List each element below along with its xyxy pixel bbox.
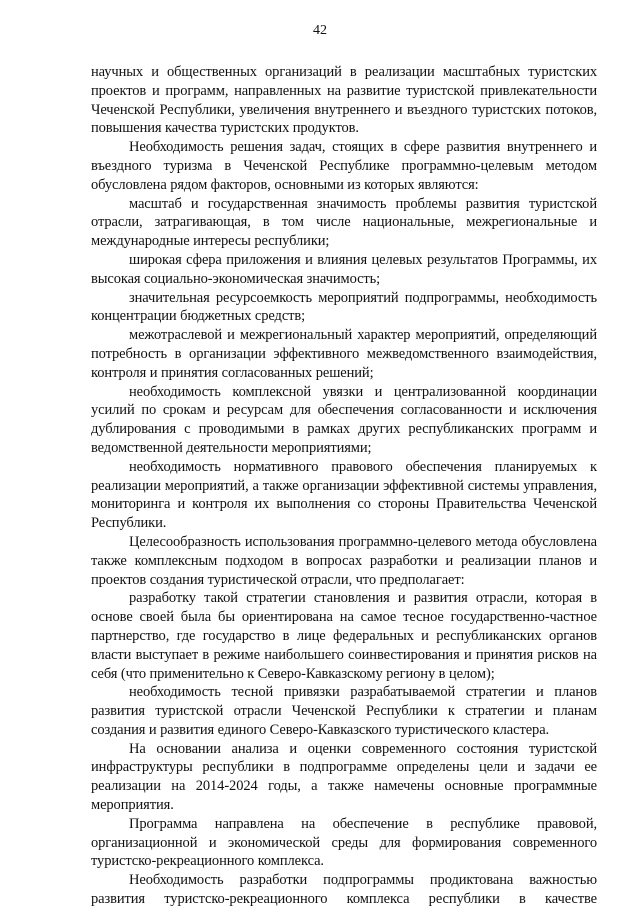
paragraph-factor-scope: широкая сфера приложения и влияния целевых результатов Программы, их высокая социально-экономическая значимость; <box>91 251 597 287</box>
paragraph-cluster-link: необходимость тесной привязки разрабатываемой стратегии и планов развития туристской отрасли Чеченской Республики к стратегии и планам создания и развития единого Северо-Кавказского туристического кластера. <box>91 684 597 738</box>
paragraph-strategy: разработку такой стратегии становления и развития отрасли, которая в основе своей была бы ориентирована на самое тесное государственно-частное партнерство, где государство в лице федеральных и республиканских органов власти выступает в режиме наибольшего соинвестирования и принятия рисков на себя (что применительно к Северо-Кавказскому региону в целом); <box>91 590 597 682</box>
paragraph-expediency: Целесообразность использования программно-целевого метода обусловлена также комплексным подходом в вопросах разработки и реализации планов и проектов создания туристической отрасли, что предполагает: <box>91 533 597 588</box>
paragraph-analysis: На основании анализа и оценки современного состояния туристской инфраструктуры республики в подпрограмме определены цели и задачи ее реализации на 2014-2024 годы, а также намечены основные программные мероприятия. <box>91 740 597 814</box>
paragraph-factor-regulatory: необходимость нормативного правового обеспечения планируемых к реализации мероприятий, а также организации эффективной системы управления, мониторинга и контроля их выполнения со стороны Правительства Чеченской Республики. <box>91 458 597 532</box>
paragraph-development-need: Необходимость разработки подпрограммы продиктована важностью развития туристско-рекреационного комплекса республики в качестве <box>91 872 597 908</box>
paragraph-factor-resources: значительная ресурсоемкость мероприятий подпрограммы, необходимость концентрации бюджетных средств; <box>91 289 597 325</box>
paragraph-necessity-intro: Необходимость решения задач, стоящих в сфере развития внутреннего и въездного туризма в Чеченской Республике программно-целевым методом обусловлена рядом факторов, основными из которых являются: <box>91 139 597 193</box>
paragraph-factor-coordination: необходимость комплексной увязки и централизованной координации усилий по срокам и ресурсам для обеспечения согласованности и исключения дублирования с проводимыми в рамках других республиканских программ и ведомственной деятельности мероприятиями; <box>91 383 597 456</box>
paragraph-continuation: научных и общественных организаций в реализации масштабных туристских проектов и программ, направленных на развитие туристской привлекательности Чеченской Республики, увеличения внутреннего и въездного туристских потоков, повышения качества туристских продуктов. <box>91 64 597 137</box>
paragraph-factor-scale: масштаб и государственная значимость проблемы развития туристской отрасли, затрагивающая, в том числе национальные, межрегиональные и международные интересы республики; <box>91 195 597 250</box>
page-number: 42 <box>313 23 327 38</box>
document-body <box>91 63 597 909</box>
paragraph-program-aim: Программа направлена на обеспечение в республике правовой, организационной и экономической среды для формирования современного туристско-рекреационного комплекса. <box>91 815 597 870</box>
paragraph-factor-intersectoral: межотраслевой и межрегиональный характер мероприятий, определяющий потребность в организации эффективного межведомственного взаимодействия, контроля и принятия согласованных решений; <box>91 327 597 381</box>
